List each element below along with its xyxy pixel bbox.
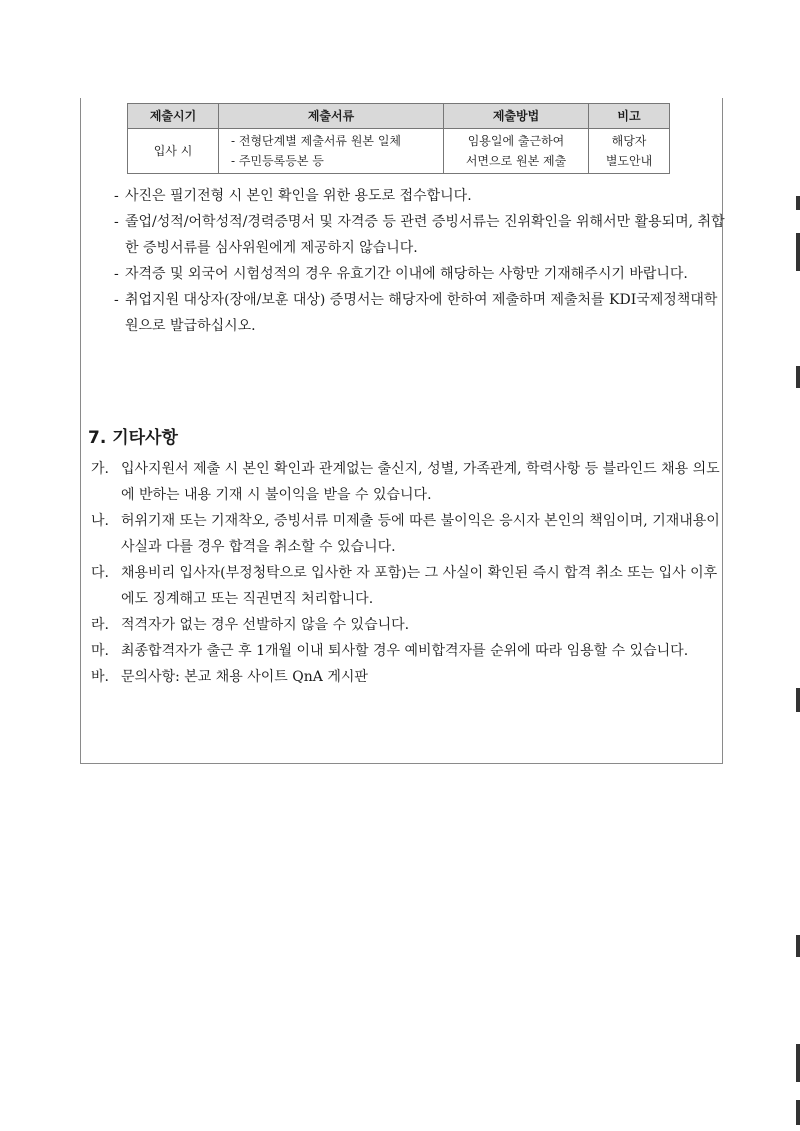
list-text: 문의사항: 본교 채용 사이트 QnA 게시판	[121, 669, 368, 685]
page-edge-artifact	[796, 688, 800, 712]
cell-time: 입사 시	[128, 129, 219, 174]
cell-method	[444, 129, 589, 174]
cell-method-line: 서면으로 원본 제출	[465, 154, 567, 168]
page-edge-artifact	[796, 366, 800, 388]
list-marker: 가.	[91, 461, 109, 477]
cell-note-line: 별도안내	[605, 154, 653, 168]
cell-note	[589, 129, 670, 174]
table-row	[128, 129, 670, 174]
list-marker: 다.	[91, 565, 109, 581]
cell-docs-line: - 주민등록등본 등	[231, 154, 324, 168]
list-item	[91, 638, 725, 664]
page-edge-artifact	[796, 1100, 800, 1125]
list-item	[91, 508, 725, 560]
cell-method-line: 임용일에 출근하여	[467, 134, 565, 148]
note-item: - 사진은 필기전형 시 본인 확인을 위한 용도로 접수합니다.	[110, 183, 725, 209]
column-header-method: 제출방법	[444, 104, 589, 129]
list-item	[91, 664, 725, 690]
cell-note-line: 해당자	[611, 134, 647, 148]
notes-list	[110, 183, 725, 339]
note-item: - 자격증 및 외국어 시험성적의 경우 유효기간 이내에 해당하는 사항만 기재해주시기 바랍니다.	[110, 261, 725, 287]
list-marker: 마.	[91, 643, 109, 659]
cell-docs-line: - 전형단계별 제출서류 원본 일체	[231, 134, 402, 148]
page-edge-artifact	[796, 233, 800, 271]
list-text: 허위기재 또는 기재착오, 증빙서류 미제출 등에 따른 불이익은 응시자 본인의 책임이며, 기재내용이 사실과 다를 경우 합격을 취소할 수 있습니다.	[121, 513, 720, 555]
table-header-row	[128, 104, 670, 129]
list-item	[91, 560, 725, 612]
cell-docs	[219, 129, 444, 174]
page-edge-artifact	[796, 1044, 800, 1082]
column-header-note: 비고	[589, 104, 670, 129]
page-edge-artifact	[796, 196, 800, 210]
list-marker: 라.	[91, 617, 109, 633]
column-header-docs: 제출서류	[219, 104, 444, 129]
list-item	[91, 456, 725, 508]
list-item	[91, 612, 725, 638]
column-header-time: 제출시기	[128, 104, 219, 129]
section-title: 7. 기타사항	[88, 428, 178, 448]
list-marker: 바.	[91, 669, 109, 685]
etc-list	[91, 456, 725, 690]
list-text: 채용비리 입사자(부정청탁으로 입사한 자 포함)는 그 사실이 확인된 즉시 합격 취소 또는 입사 이후에도 징계해고 또는 직권면직 처리합니다.	[121, 565, 718, 607]
submission-table	[127, 103, 670, 174]
list-text: 적격자가 없는 경우 선발하지 않을 수 있습니다.	[121, 617, 410, 633]
note-item: - 졸업/성적/어학성적/경력증명서 및 자격증 등 관련 증빙서류는 진위확인을 위해서만 활용되며, 취합한 증빙서류를 심사위원에게 제공하지 않습니다.	[110, 209, 725, 261]
note-item: - 취업지원 대상자(장애/보훈 대상) 증명서는 해당자에 한하여 제출하며 제출처를 KDI국제정책대학원으로 발급하십시오.	[110, 287, 725, 339]
list-text: 입사지원서 제출 시 본인 확인과 관계없는 출신지, 성별, 가족관계, 학력사항 등 블라인드 채용 의도에 반하는 내용 기재 시 불이익을 받을 수 있습니다.	[121, 461, 720, 503]
list-text: 최종합격자가 출근 후 1개월 이내 퇴사할 경우 예비합격자를 순위에 따라 임용할 수 있습니다.	[121, 643, 689, 659]
page-edge-artifact	[796, 935, 800, 957]
list-marker: 나.	[91, 513, 109, 529]
